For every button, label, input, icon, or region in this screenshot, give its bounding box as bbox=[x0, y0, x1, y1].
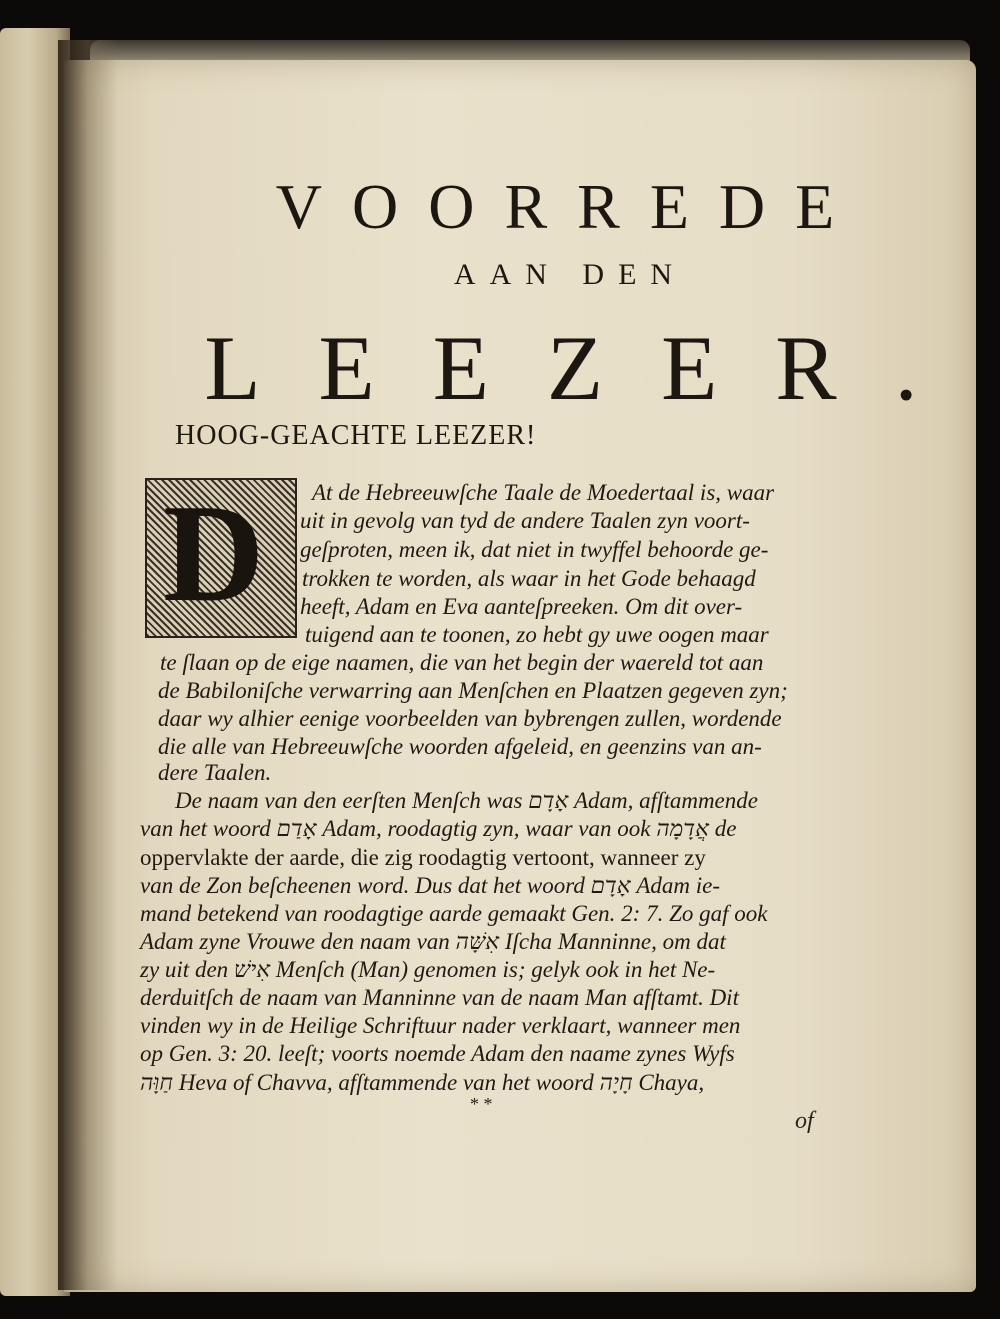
text-line: van de Zon beſcheenen word. Dus dat het woord אָדָם Adam ie- bbox=[140, 873, 721, 898]
signature-mark: * * bbox=[470, 1094, 493, 1114]
text-line: חַוָּה Heva of Chavva, afſtammende van het woord חָיָה Chaya, bbox=[140, 1070, 705, 1095]
text-line: derduitſch de naam van Manninne van de naam Man afſtamt. Dit bbox=[140, 985, 739, 1010]
text-line: oppervlakte der aarde, die zig roodagtig vertoont, wanneer zy bbox=[140, 845, 706, 870]
title-voorrede: VOORREDE bbox=[275, 171, 865, 242]
text-line: de Babiloniſche verwarring aan Menſchen en Plaatzen gegeven zyn; bbox=[158, 678, 788, 703]
text-line: vinden wy in de Heilige Schriftuur nader verklaart, wanneer men bbox=[140, 1013, 741, 1038]
text-line: At de Hebreeuwſche Taale de Moedertaal is, waar bbox=[312, 480, 775, 505]
title-leezer: LEEZER. bbox=[204, 317, 976, 419]
text-line: De naam van den eerſten Menſch was אָדָם Adam, afſtammende bbox=[175, 788, 758, 813]
catchword: of bbox=[795, 1108, 814, 1134]
text-line: die alle van Hebreeuwſche woorden afgeleid, en geenzins van an- bbox=[158, 734, 762, 759]
text-line: uit in gevolg van tyd de andere Taalen zyn voort- bbox=[300, 508, 750, 533]
text-line: op Gen. 3: 20. leeſt; voorts noemde Adam den naame zynes Wyfs bbox=[140, 1041, 735, 1066]
text-line: geſproten, meen ik, dat niet in twyffel behoorde ge- bbox=[300, 537, 769, 562]
text-line: trokken te worden, als waar in het Gode behaagd bbox=[302, 566, 756, 591]
book-page bbox=[64, 60, 976, 1292]
text-line: tuigend aan te toonen, zo hebt gy uwe oogen maar bbox=[305, 622, 769, 647]
ornamental-initial bbox=[145, 478, 297, 638]
text-line: Adam zyne Vrouwe den naam van אִשָּׁה Iſcha Manninne, om dat bbox=[140, 929, 726, 954]
greeting: HOOG-GEACHTE LEEZER! bbox=[175, 420, 537, 451]
text-line: zy uit den אִישׁ Menſch (Man) genomen is; gelyk ook in het Ne- bbox=[140, 957, 716, 982]
text-line: van het woord אָדַם Adam, roodagtig zyn, waar van ook אֲדָמָה de bbox=[140, 816, 737, 841]
title-aan-den: AAN DEN bbox=[453, 258, 687, 291]
drop-cap-letter: D bbox=[163, 476, 265, 631]
text-line: dere Taalen. bbox=[158, 760, 272, 785]
text-line: te ſlaan op de eige naamen, die van het begin der waereld tot aan bbox=[160, 650, 764, 675]
text-line: daar wy alhier eenige voorbeelden van bybrengen zullen, wordende bbox=[158, 706, 782, 731]
text-line: mand betekend van roodagtige aarde gemaakt Gen. 2: 7. Zo gaf ook bbox=[140, 901, 768, 926]
text-line: heeft, Adam en Eva aanteſpreeken. Om dit over- bbox=[300, 594, 743, 619]
